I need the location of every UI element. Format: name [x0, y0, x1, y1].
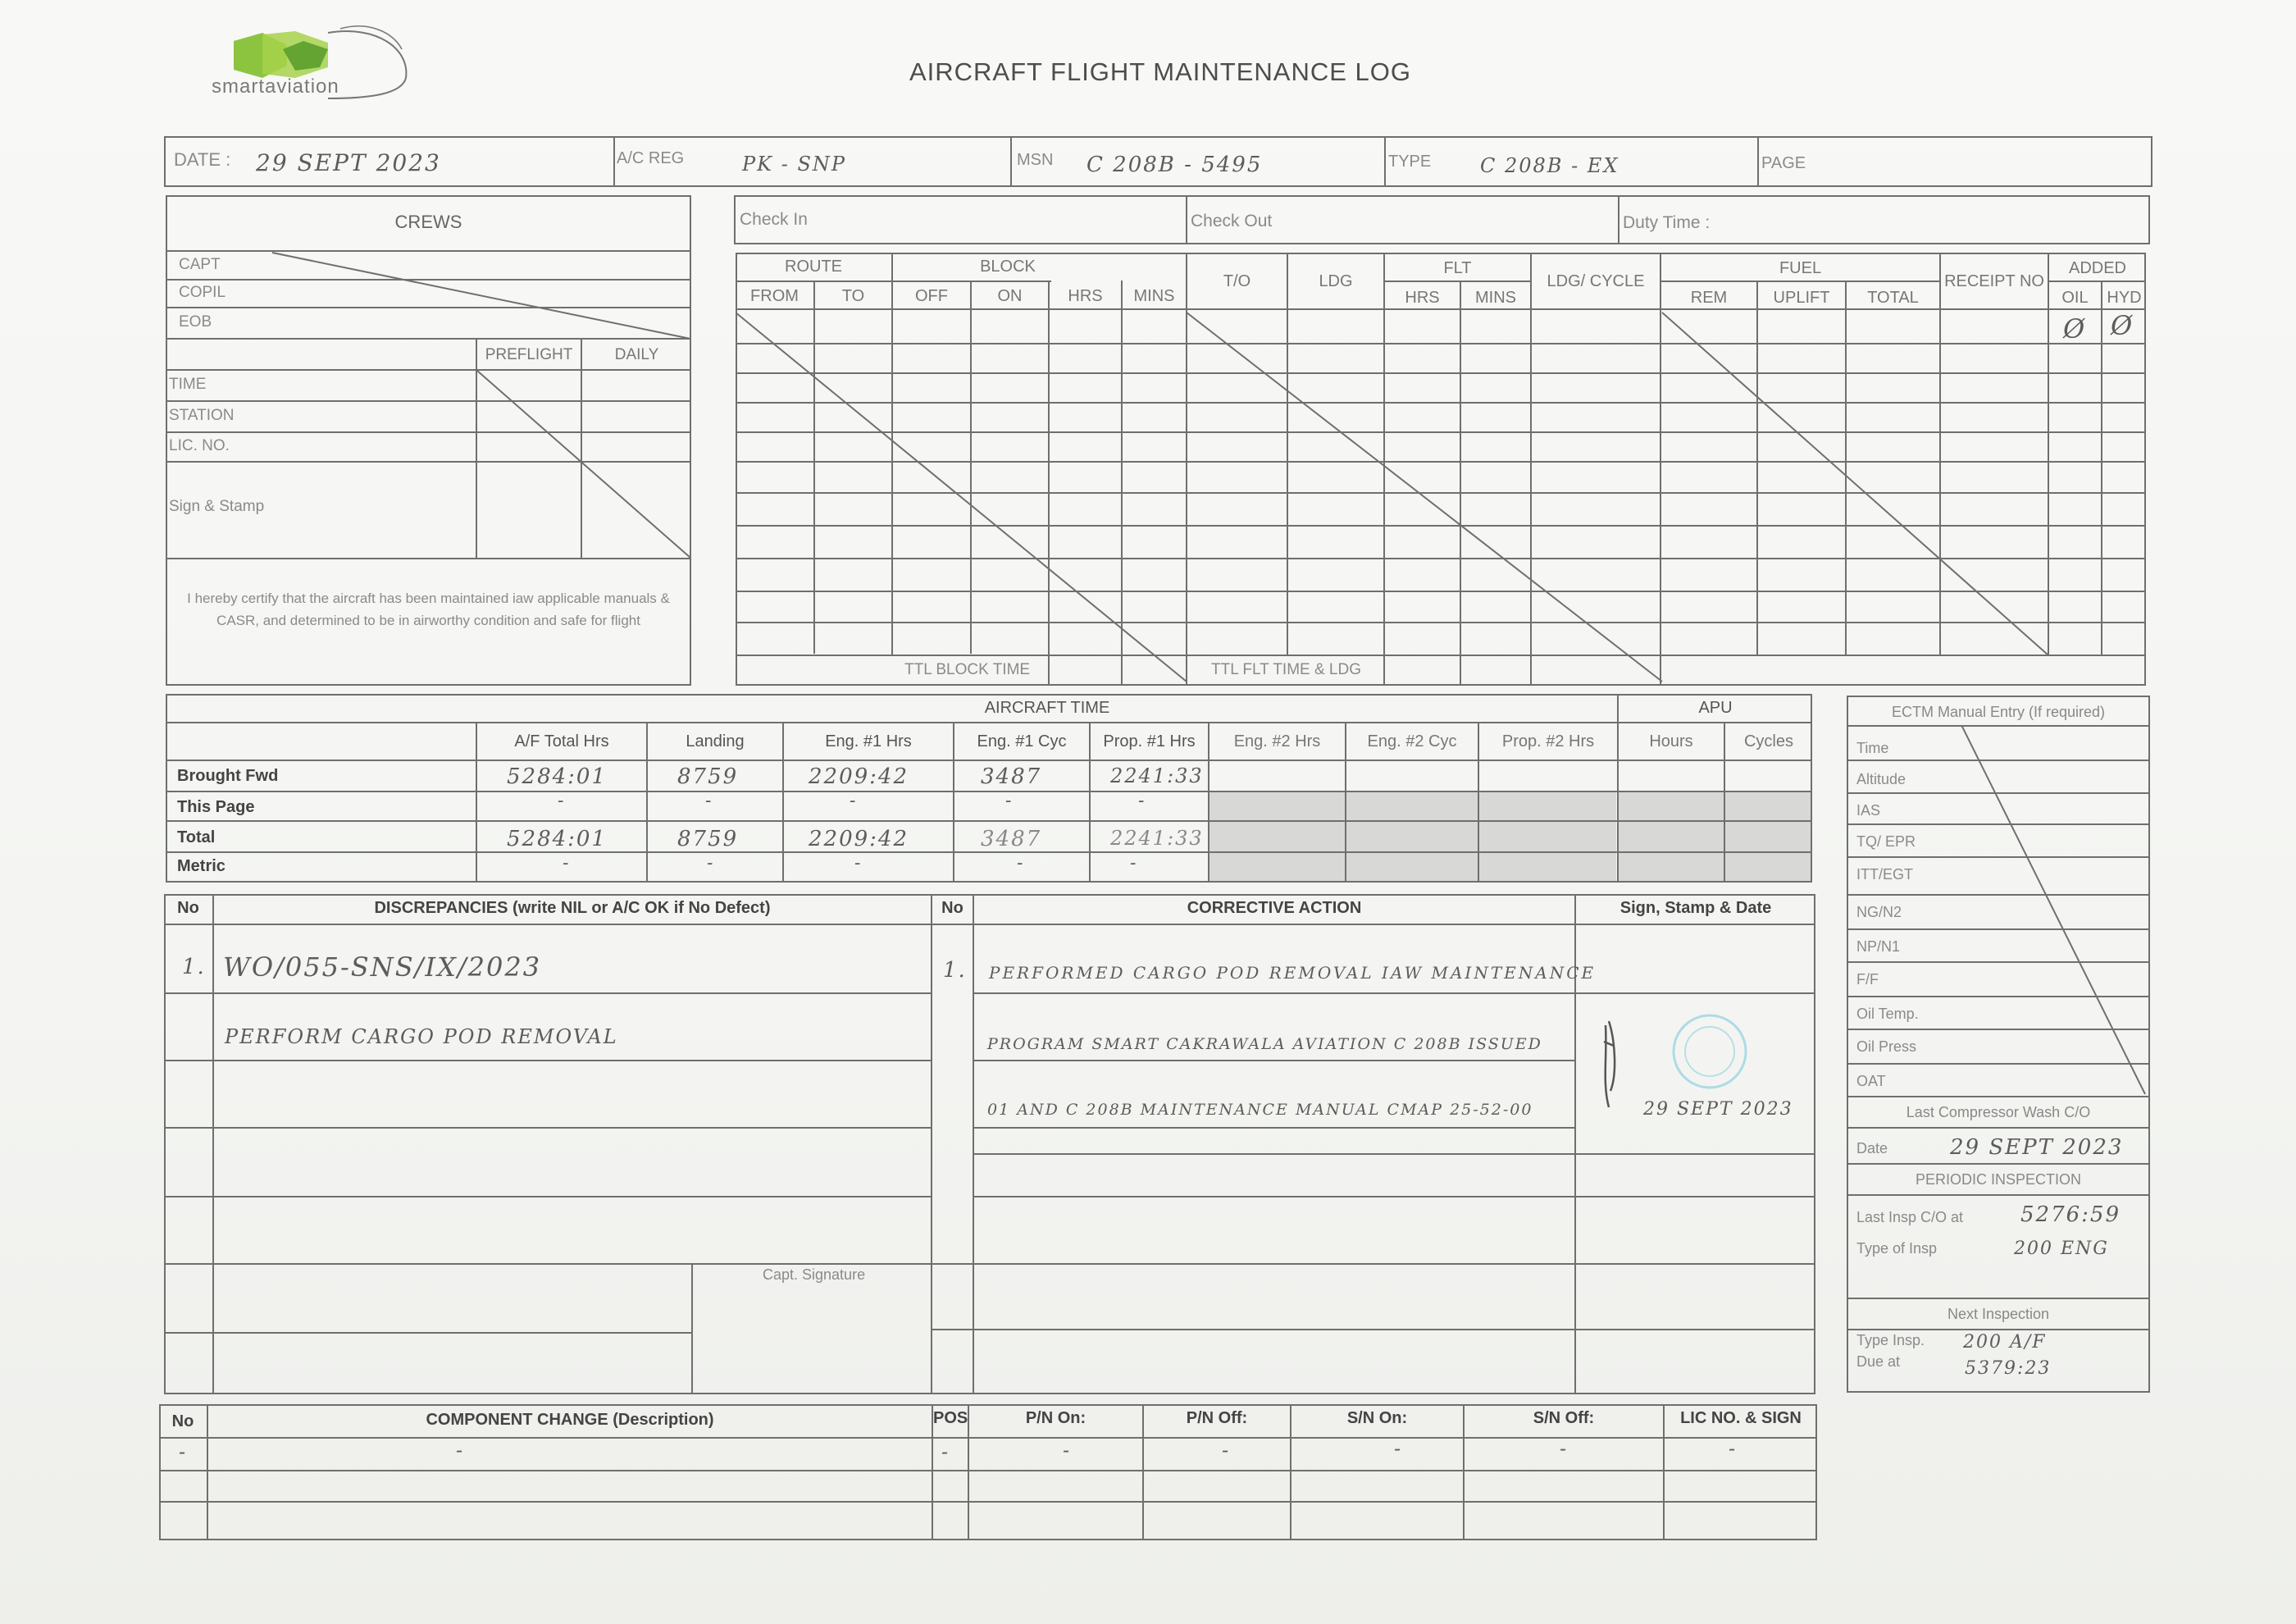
col-landing: Landing: [686, 732, 745, 750]
from-header: FROM: [750, 287, 799, 305]
component-pos-header: POS: [933, 1409, 968, 1427]
metric-prop1-hrs[interactable]: -: [1130, 853, 1138, 874]
ttl-block-time-label: TTL BLOCK TIME: [904, 661, 1031, 678]
apu-title: APU: [1698, 699, 1733, 717]
check-in-label[interactable]: Check In: [740, 210, 808, 229]
col-eng2-hrs: Eng. #2 Hrs: [1233, 732, 1321, 750]
row-metric-label: Metric: [177, 857, 226, 875]
metric-af-hrs[interactable]: -: [563, 853, 571, 874]
component-row-pos[interactable]: -: [941, 1440, 950, 1463]
acreg-value[interactable]: PK - SNP: [742, 153, 847, 176]
component-row-sn-on[interactable]: -: [1394, 1437, 1403, 1460]
corrective-no-header: No: [941, 899, 963, 917]
discrepancy-1-detail[interactable]: PERFORM CARGO POD REMOVAL: [225, 1025, 618, 1048]
metric-eng1-hrs[interactable]: -: [854, 853, 863, 874]
msn-value[interactable]: C 208B - 5495: [1086, 153, 1263, 177]
ectm-title: ECTM Manual Entry (If required): [1891, 704, 2106, 720]
component-row-pn-on[interactable]: -: [1063, 1439, 1072, 1462]
sign-date-value[interactable]: 29 SEPT 2023: [1643, 1099, 1793, 1120]
ectm-ff: F/F: [1856, 971, 1879, 988]
ttl-flt-time-label: TTL FLT TIME & LDG: [1211, 661, 1361, 678]
this-page-landing[interactable]: -: [705, 791, 713, 811]
last-insp-value[interactable]: 5276:59: [2020, 1202, 2121, 1227]
ectm-oil-press: Oil Press: [1856, 1038, 1917, 1055]
on-header: ON: [997, 287, 1023, 305]
periodic-inspection-label: PERIODIC INSPECTION: [1915, 1171, 2082, 1188]
crew-station-label: STATION: [169, 407, 235, 424]
type-insp-label: Type of Insp: [1856, 1240, 1938, 1257]
block-mins-header: MINS: [1133, 287, 1175, 305]
brought-fwd-eng1-hrs[interactable]: 2209:42: [809, 764, 909, 789]
total-af-hrs[interactable]: 5284:01: [507, 827, 608, 851]
ldg-cycle-header: LDG/ CYCLE: [1547, 272, 1645, 290]
check-out-label[interactable]: Check Out: [1191, 212, 1273, 230]
total-eng1-hrs[interactable]: 2209:42: [809, 827, 909, 851]
crew-licno-label: LIC. NO.: [169, 437, 230, 454]
uplift-header: UPLIFT: [1773, 289, 1830, 307]
ectm-oat: OAT: [1856, 1073, 1886, 1089]
due-at-label: Due at: [1856, 1353, 1901, 1370]
pn-on-header: P/N On:: [1025, 1409, 1086, 1427]
col-prop1-hrs: Prop. #1 Hrs: [1103, 732, 1196, 750]
type-value[interactable]: C 208B - EX: [1480, 154, 1620, 177]
ectm-void-strike: [1847, 725, 2150, 1096]
type-insp-value[interactable]: 200 ENG: [2014, 1239, 2109, 1259]
hyd-added-value[interactable]: Ø: [2111, 310, 2134, 341]
col-eng1-hrs: Eng. #1 Hrs: [825, 732, 912, 750]
this-page-eng1-hrs[interactable]: -: [850, 791, 858, 811]
corrective-line-3[interactable]: 01 AND C 208B MAINTENANCE MANUAL CMAP 25-52-00: [987, 1101, 1533, 1119]
crews-title: CREWS: [394, 212, 462, 232]
block-hrs-header: HRS: [1068, 287, 1103, 305]
certify-text: I hereby certify that the aircraft has been maintained iaw applicable manuals & CASR, and determined to be in airworthy condition and safe for flight: [187, 591, 670, 628]
discrepancy-1-text[interactable]: WO/055-SNS/IX/2023: [223, 951, 542, 983]
ectm-altitude: Altitude: [1856, 771, 1906, 787]
corrective-title: CORRECTIVE ACTION: [1187, 899, 1362, 917]
company-logo: [205, 16, 426, 107]
aircraft-time-title: AIRCRAFT TIME: [984, 699, 1110, 717]
total-eng1-cyc[interactable]: 3487: [981, 827, 1042, 851]
flight-table-void-strike: [736, 308, 2146, 686]
next-type-insp-label: Type Insp.: [1856, 1332, 1925, 1348]
col-prop2-hrs: Prop. #2 Hrs: [1501, 732, 1595, 750]
due-at-value[interactable]: 5379:23: [1965, 1358, 2052, 1379]
preflight-header: PREFLIGHT: [485, 346, 573, 363]
component-row-sn-off[interactable]: -: [1560, 1437, 1569, 1460]
next-inspection-label: Next Inspection: [1947, 1306, 2050, 1322]
row-total-label: Total: [177, 828, 216, 846]
corrective-line-2[interactable]: PROGRAM SMART CAKRAWALA AVIATION C 208B ISSUED: [987, 1035, 1542, 1053]
msn-label: MSN: [1017, 151, 1054, 169]
capt-signature-label: Capt. Signature: [763, 1266, 866, 1283]
col-apu-hours: Hours: [1649, 732, 1693, 750]
hyd-header: HYD: [2107, 289, 2142, 307]
sign-stamp-date-title: Sign, Stamp & Date: [1620, 899, 1772, 917]
fuel-total-header: TOTAL: [1867, 289, 1919, 307]
page-label: PAGE: [1761, 154, 1806, 172]
receipt-header: RECEIPT NO: [1944, 272, 2044, 290]
added-header: ADDED: [2068, 259, 2126, 277]
block-header: BLOCK: [980, 258, 1036, 276]
to-col-header: T/O: [1223, 272, 1251, 290]
ectm-date-label: Date: [1856, 1140, 1888, 1156]
brought-fwd-landing[interactable]: 8759: [677, 764, 739, 789]
total-prop1-hrs[interactable]: 2241:33: [1110, 827, 1204, 850]
lic-sign-header: LIC NO. & SIGN: [1680, 1409, 1802, 1427]
last-insp-label: Last Insp C/O at: [1856, 1209, 1964, 1225]
pn-off-header: P/N Off:: [1186, 1409, 1248, 1427]
discrepancy-title: DISCREPANCIES (write NIL or A/C OK if No Defect): [374, 899, 771, 917]
this-page-prop1-hrs[interactable]: -: [1138, 791, 1146, 811]
sn-on-header: S/N On:: [1346, 1409, 1408, 1427]
metric-eng1-cyc[interactable]: -: [1017, 853, 1025, 874]
date-value[interactable]: 29 SEPT 2023: [256, 149, 441, 176]
discrepancy-no-header: No: [177, 899, 199, 917]
ectm-ias: IAS: [1856, 802, 1881, 819]
oil-header: OIL: [2061, 289, 2089, 307]
ectm-itt-egt: ITT/EGT: [1856, 866, 1913, 883]
component-row-pn-off[interactable]: -: [1222, 1439, 1231, 1462]
this-page-eng1-cyc[interactable]: -: [1005, 791, 1014, 811]
metric-landing[interactable]: -: [707, 853, 715, 874]
col-af-total-hrs: A/F Total Hrs: [514, 732, 609, 750]
compressor-wash-label: Last Compressor Wash C/O: [1906, 1104, 2091, 1120]
flt-hrs-header: HRS: [1405, 289, 1440, 307]
crew-eob-label: EOB: [179, 313, 212, 331]
col-apu-cycles: Cycles: [1743, 732, 1793, 750]
discrepancy-1-no[interactable]: 1.: [182, 955, 206, 979]
row-this-page-label: This Page: [177, 798, 255, 816]
crew-capt-label: CAPT: [179, 256, 221, 273]
sn-off-header: S/N Off:: [1533, 1409, 1595, 1427]
corrective-line-1[interactable]: PERFORMED CARGO POD REMOVAL IAW MAINTENANCE: [989, 963, 1597, 983]
ectm-tq-epr: TQ/ EPR: [1856, 833, 1916, 850]
to-header: TO: [841, 287, 865, 305]
col-eng2-cyc: Eng. #2 Cyc: [1367, 732, 1457, 750]
brought-fwd-prop1-hrs[interactable]: 2241:33: [1110, 764, 1204, 787]
crew-time-label: TIME: [169, 376, 207, 393]
logo-text: smartaviation: [212, 75, 339, 98]
ectm-ng-n2: NG/N2: [1856, 904, 1902, 920]
row-brought-fwd-label: Brought Fwd: [177, 767, 279, 785]
component-row-no[interactable]: -: [179, 1440, 188, 1463]
rem-header: REM: [1690, 289, 1728, 307]
fuel-header: FUEL: [1779, 259, 1822, 277]
component-no-header: No: [171, 1412, 194, 1430]
route-header: ROUTE: [785, 258, 842, 276]
acreg-label: A/C REG: [617, 149, 685, 167]
col-eng1-cyc: Eng. #1 Cyc: [977, 732, 1067, 750]
ectm-time: Time: [1856, 740, 1889, 756]
oil-added-value[interactable]: Ø: [2063, 313, 2087, 344]
component-row-desc[interactable]: -: [456, 1439, 465, 1462]
crews-void-strike: [166, 195, 695, 573]
crew-copil-label: COPIL: [179, 284, 226, 301]
brought-fwd-af-hrs[interactable]: 5284:01: [507, 764, 608, 789]
next-type-insp-value[interactable]: 200 A/F: [1963, 1332, 2047, 1353]
ectm-date-value[interactable]: 29 SEPT 2023: [1950, 1135, 2124, 1160]
ectm-np-n1: NP/N1: [1856, 938, 1901, 955]
ectm-oil-temp: Oil Temp.: [1856, 1006, 1919, 1022]
component-title: COMPONENT CHANGE (Description): [426, 1411, 714, 1429]
ldg-header: LDG: [1319, 272, 1353, 290]
crew-sign-label: Sign & Stamp: [169, 498, 265, 515]
brought-fwd-eng1-cyc[interactable]: 3487: [981, 764, 1042, 789]
type-label: TYPE: [1388, 153, 1432, 171]
check-row: [734, 195, 2150, 244]
component-row-lic[interactable]: -: [1729, 1437, 1738, 1460]
total-landing[interactable]: 8759: [677, 827, 739, 851]
page-title: AIRCRAFT FLIGHT MAINTENANCE LOG: [909, 57, 1412, 86]
flt-mins-header: MINS: [1475, 289, 1516, 307]
daily-header: DAILY: [614, 346, 659, 363]
this-page-af-hrs[interactable]: -: [558, 791, 566, 811]
corrective-1-no[interactable]: 1.: [943, 958, 967, 983]
duty-time-label[interactable]: Duty Time :: [1623, 213, 1711, 232]
date-label: DATE :: [174, 149, 231, 170]
off-header: OFF: [915, 287, 948, 305]
flt-header: FLT: [1443, 259, 1472, 277]
